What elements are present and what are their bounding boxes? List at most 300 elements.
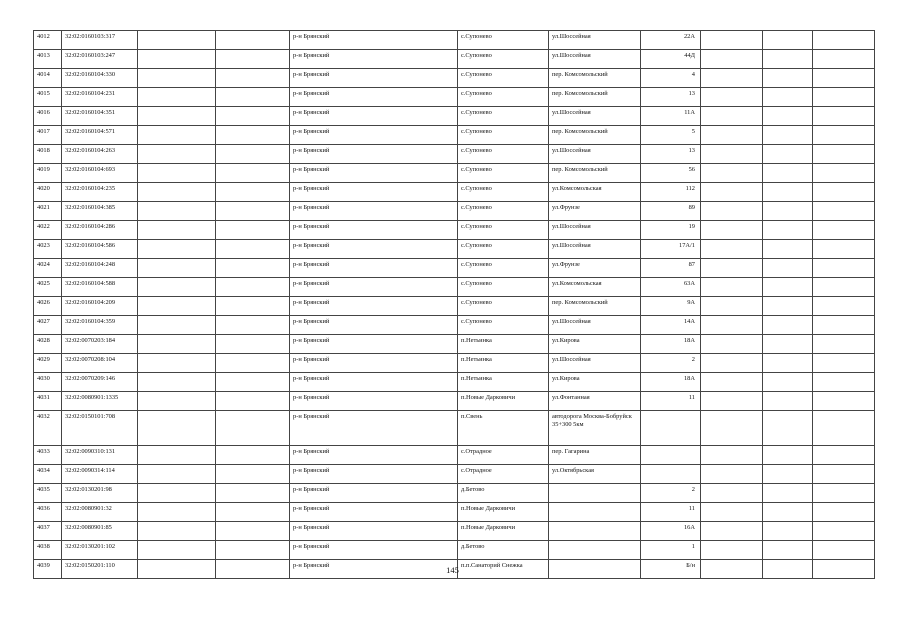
cadastral-number-cell: 32:02:0160104:351	[62, 107, 138, 126]
house-number-cell: 11	[641, 392, 701, 411]
empty-cell	[701, 50, 763, 69]
cadastral-number-cell: 32:02:0070203:184	[62, 335, 138, 354]
settlement-cell: п.Новые Дарковичи	[458, 392, 549, 411]
district-cell: р-н Брянский	[290, 31, 458, 50]
house-number-cell	[641, 411, 701, 446]
empty-cell	[813, 183, 875, 202]
empty-cell	[813, 278, 875, 297]
cadastral-number-cell: 32:02:0160104:359	[62, 316, 138, 335]
table-row	[34, 31, 875, 50]
street-cell: пер. Комсомольский	[549, 69, 641, 88]
empty-cell	[701, 316, 763, 335]
table-row	[34, 240, 875, 259]
empty-cell	[216, 164, 290, 183]
settlement-cell: с.Супонево	[458, 240, 549, 259]
empty-cell	[138, 31, 216, 50]
street-cell: ул.Комсомольская	[549, 183, 641, 202]
table-row	[34, 88, 875, 107]
empty-cell	[701, 484, 763, 503]
empty-cell	[763, 202, 813, 221]
table-row	[34, 354, 875, 373]
empty-cell	[701, 278, 763, 297]
empty-cell	[763, 240, 813, 259]
table-row	[34, 107, 875, 126]
empty-cell	[813, 446, 875, 465]
empty-cell	[763, 278, 813, 297]
cadastral-number-cell: 32:02:0090310:131	[62, 446, 138, 465]
street-cell: ул.Фонтанная	[549, 392, 641, 411]
empty-cell	[701, 392, 763, 411]
empty-cell	[138, 411, 216, 446]
row-number-cell: 4026	[34, 297, 62, 316]
settlement-cell: с.Супонево	[458, 278, 549, 297]
empty-cell	[701, 107, 763, 126]
empty-cell	[701, 297, 763, 316]
empty-cell	[763, 316, 813, 335]
empty-cell	[813, 392, 875, 411]
empty-cell	[813, 354, 875, 373]
settlement-cell: с.Супонево	[458, 107, 549, 126]
district-cell: р-н Брянский	[290, 335, 458, 354]
empty-cell	[813, 503, 875, 522]
house-number-cell: 1	[641, 541, 701, 560]
table-row	[34, 335, 875, 354]
street-cell	[549, 503, 641, 522]
cadastral-number-cell: 32:02:0160104:693	[62, 164, 138, 183]
empty-cell	[763, 541, 813, 560]
house-number-cell: 19	[641, 221, 701, 240]
empty-cell	[701, 221, 763, 240]
cadastral-number-cell: 32:02:0070209:146	[62, 373, 138, 392]
cadastral-number-cell: 32:02:0160103:247	[62, 50, 138, 69]
empty-cell	[763, 145, 813, 164]
settlement-cell: с.Супонево	[458, 221, 549, 240]
table-row	[34, 69, 875, 88]
street-cell: пер. Комсомольский	[549, 126, 641, 145]
house-number-cell	[641, 446, 701, 465]
table-row	[34, 164, 875, 183]
empty-cell	[138, 541, 216, 560]
cadastral-number-cell: 32:02:0080901:85	[62, 522, 138, 541]
empty-cell	[216, 465, 290, 484]
cadastral-number-cell: 32:02:0160104:586	[62, 240, 138, 259]
district-cell: р-н Брянский	[290, 202, 458, 221]
cadastral-number-cell: 32:02:0160104:286	[62, 221, 138, 240]
empty-cell	[813, 316, 875, 335]
street-cell	[549, 484, 641, 503]
empty-cell	[701, 31, 763, 50]
empty-cell	[138, 297, 216, 316]
empty-cell	[813, 126, 875, 145]
empty-cell	[701, 541, 763, 560]
district-cell: р-н Брянский	[290, 354, 458, 373]
row-number-cell: 4039	[34, 560, 62, 579]
empty-cell	[138, 278, 216, 297]
empty-cell	[763, 107, 813, 126]
district-cell: р-н Брянский	[290, 126, 458, 145]
empty-cell	[216, 541, 290, 560]
row-number-cell: 4015	[34, 88, 62, 107]
row-number-cell: 4023	[34, 240, 62, 259]
street-cell: ул.Шоссейная	[549, 31, 641, 50]
row-number-cell: 4022	[34, 221, 62, 240]
empty-cell	[138, 354, 216, 373]
row-number-cell: 4025	[34, 278, 62, 297]
district-cell: р-н Брянский	[290, 107, 458, 126]
empty-cell	[216, 240, 290, 259]
table-body	[34, 31, 875, 579]
settlement-cell: п.Нетьинка	[458, 335, 549, 354]
cadastral-number-cell: 32:02:0130201:98	[62, 484, 138, 503]
empty-cell	[813, 88, 875, 107]
empty-cell	[216, 354, 290, 373]
empty-cell	[763, 50, 813, 69]
row-number-cell: 4018	[34, 145, 62, 164]
settlement-cell: с.Супонево	[458, 145, 549, 164]
row-number-cell: 4030	[34, 373, 62, 392]
empty-cell	[138, 145, 216, 164]
row-number-cell: 4013	[34, 50, 62, 69]
settlement-cell: с.Супонево	[458, 297, 549, 316]
row-number-cell: 4035	[34, 484, 62, 503]
empty-cell	[216, 126, 290, 145]
empty-cell	[701, 240, 763, 259]
house-number-cell: 5	[641, 126, 701, 145]
empty-cell	[216, 297, 290, 316]
empty-cell	[763, 297, 813, 316]
house-number-cell: 63А	[641, 278, 701, 297]
district-cell: р-н Брянский	[290, 183, 458, 202]
house-number-cell: 112	[641, 183, 701, 202]
settlement-cell: с.Супонево	[458, 88, 549, 107]
empty-cell	[701, 411, 763, 446]
house-number-cell: 11А	[641, 107, 701, 126]
empty-cell	[138, 183, 216, 202]
empty-cell	[813, 240, 875, 259]
empty-cell	[701, 183, 763, 202]
settlement-cell: с.Супонево	[458, 126, 549, 145]
street-cell: ул.Комсомольская	[549, 278, 641, 297]
district-cell: р-н Брянский	[290, 69, 458, 88]
empty-cell	[813, 164, 875, 183]
empty-cell	[813, 465, 875, 484]
district-cell: р-н Брянский	[290, 522, 458, 541]
house-number-cell: 9А	[641, 297, 701, 316]
cadastral-number-cell: 32:02:0130201:102	[62, 541, 138, 560]
empty-cell	[138, 446, 216, 465]
empty-cell	[763, 164, 813, 183]
house-number-cell: 14А	[641, 316, 701, 335]
row-number-cell: 4037	[34, 522, 62, 541]
row-number-cell: 4019	[34, 164, 62, 183]
empty-cell	[763, 373, 813, 392]
empty-cell	[138, 522, 216, 541]
street-cell: автодорога Москва-Бобруйск 35+300 5км	[549, 411, 641, 446]
table-row	[34, 392, 875, 411]
house-number-cell: 89	[641, 202, 701, 221]
cadastral-number-cell: 32:02:0160104:571	[62, 126, 138, 145]
row-number-cell: 4014	[34, 69, 62, 88]
settlement-cell: с.Супонево	[458, 316, 549, 335]
empty-cell	[813, 335, 875, 354]
house-number-cell: 18А	[641, 373, 701, 392]
district-cell: р-н Брянский	[290, 297, 458, 316]
row-number-cell: 4020	[34, 183, 62, 202]
row-number-cell: 4033	[34, 446, 62, 465]
row-number-cell: 4017	[34, 126, 62, 145]
empty-cell	[138, 221, 216, 240]
empty-cell	[701, 69, 763, 88]
settlement-cell: с.Супонево	[458, 202, 549, 221]
district-cell: р-н Брянский	[290, 392, 458, 411]
empty-cell	[138, 503, 216, 522]
settlement-cell: п.Нетьинка	[458, 373, 549, 392]
district-cell: р-н Брянский	[290, 221, 458, 240]
table-row	[34, 484, 875, 503]
empty-cell	[216, 316, 290, 335]
empty-cell	[216, 145, 290, 164]
empty-cell	[701, 446, 763, 465]
house-number-cell: 44Д	[641, 50, 701, 69]
empty-cell	[138, 465, 216, 484]
empty-cell	[763, 465, 813, 484]
empty-cell	[216, 259, 290, 278]
street-cell: пер. Комсомольский	[549, 164, 641, 183]
district-cell: р-н Брянский	[290, 503, 458, 522]
house-number-cell: 4	[641, 69, 701, 88]
empty-cell	[216, 88, 290, 107]
empty-cell	[763, 126, 813, 145]
settlement-cell: д.Бетово	[458, 484, 549, 503]
row-number-cell: 4028	[34, 335, 62, 354]
property-register-table	[33, 30, 875, 579]
district-cell: р-н Брянский	[290, 278, 458, 297]
empty-cell	[216, 503, 290, 522]
empty-cell	[813, 484, 875, 503]
empty-cell	[138, 392, 216, 411]
empty-cell	[216, 202, 290, 221]
house-number-cell: 13	[641, 145, 701, 164]
table-row	[34, 145, 875, 164]
empty-cell	[763, 259, 813, 278]
empty-cell	[701, 126, 763, 145]
settlement-cell: с.Супонево	[458, 31, 549, 50]
empty-cell	[138, 373, 216, 392]
cadastral-number-cell: 32:02:0160104:385	[62, 202, 138, 221]
table-row	[34, 465, 875, 484]
cadastral-number-cell: 32:02:0150201:110	[62, 560, 138, 579]
empty-cell	[813, 297, 875, 316]
empty-cell	[216, 446, 290, 465]
empty-cell	[216, 31, 290, 50]
table-row	[34, 503, 875, 522]
cadastral-number-cell: 32:02:0160104:330	[62, 69, 138, 88]
empty-cell	[216, 484, 290, 503]
empty-cell	[813, 373, 875, 392]
empty-cell	[216, 50, 290, 69]
row-number-cell: 4016	[34, 107, 62, 126]
empty-cell	[216, 278, 290, 297]
cadastral-number-cell: 32:02:0160104:263	[62, 145, 138, 164]
empty-cell	[138, 240, 216, 259]
empty-cell	[138, 316, 216, 335]
table-row	[34, 126, 875, 145]
district-cell: р-н Брянский	[290, 50, 458, 69]
district-cell: р-н Брянский	[290, 484, 458, 503]
cadastral-number-cell: 32:02:0090314:114	[62, 465, 138, 484]
cadastral-number-cell: 32:02:0160104:248	[62, 259, 138, 278]
empty-cell	[701, 522, 763, 541]
empty-cell	[138, 335, 216, 354]
empty-cell	[763, 88, 813, 107]
street-cell	[549, 522, 641, 541]
empty-cell	[701, 164, 763, 183]
street-cell: ул.Октябрьская	[549, 465, 641, 484]
settlement-cell: с.Супонево	[458, 69, 549, 88]
empty-cell	[216, 411, 290, 446]
district-cell: р-н Брянский	[290, 88, 458, 107]
table-row	[34, 316, 875, 335]
empty-cell	[138, 107, 216, 126]
empty-cell	[701, 88, 763, 107]
settlement-cell: с.Супонево	[458, 183, 549, 202]
house-number-cell: 13	[641, 88, 701, 107]
empty-cell	[216, 522, 290, 541]
empty-cell	[763, 221, 813, 240]
street-cell: ул.Кирова	[549, 373, 641, 392]
street-cell: ул.Шоссейная	[549, 354, 641, 373]
empty-cell	[763, 69, 813, 88]
table-row	[34, 446, 875, 465]
empty-cell	[138, 259, 216, 278]
empty-cell	[763, 392, 813, 411]
cadastral-number-cell: 32:02:0160104:588	[62, 278, 138, 297]
row-number-cell: 4012	[34, 31, 62, 50]
empty-cell	[813, 221, 875, 240]
street-cell: пер. Гагарина	[549, 446, 641, 465]
house-number-cell	[641, 465, 701, 484]
street-cell: пер. Комсомольский	[549, 297, 641, 316]
empty-cell	[701, 373, 763, 392]
page-number: 145	[446, 565, 459, 575]
empty-cell	[763, 354, 813, 373]
cadastral-number-cell: 32:02:0160104:209	[62, 297, 138, 316]
street-cell	[549, 541, 641, 560]
cadastral-number-cell: 32:02:0160103:317	[62, 31, 138, 50]
district-cell: р-н Брянский	[290, 259, 458, 278]
empty-cell	[701, 335, 763, 354]
empty-cell	[216, 183, 290, 202]
district-cell: р-н Брянский	[290, 373, 458, 392]
district-cell: р-н Брянский	[290, 145, 458, 164]
empty-cell	[216, 373, 290, 392]
row-number-cell: 4034	[34, 465, 62, 484]
settlement-cell: с.Супонево	[458, 259, 549, 278]
settlement-cell: с.Супонево	[458, 50, 549, 69]
district-cell: р-н Брянский	[290, 446, 458, 465]
empty-cell	[813, 50, 875, 69]
street-cell: ул.Шоссейная	[549, 221, 641, 240]
settlement-cell: с.Отрадное	[458, 446, 549, 465]
district-cell: р-н Брянский	[290, 164, 458, 183]
empty-cell	[138, 126, 216, 145]
table-row	[34, 541, 875, 560]
street-cell: ул.Фрунзе	[549, 202, 641, 221]
empty-cell	[763, 31, 813, 50]
empty-cell	[813, 522, 875, 541]
cadastral-number-cell: 32:02:0080901:1335	[62, 392, 138, 411]
empty-cell	[138, 50, 216, 69]
empty-cell	[813, 202, 875, 221]
street-cell: ул.Шоссейная	[549, 50, 641, 69]
row-number-cell: 4024	[34, 259, 62, 278]
cadastral-number-cell: 32:02:0160104:231	[62, 88, 138, 107]
settlement-cell: п.Новые Дарковичи	[458, 503, 549, 522]
empty-cell	[813, 145, 875, 164]
empty-cell	[763, 335, 813, 354]
table-row	[34, 278, 875, 297]
empty-cell	[763, 484, 813, 503]
empty-cell	[813, 107, 875, 126]
empty-cell	[138, 484, 216, 503]
district-cell: р-н Брянский	[290, 541, 458, 560]
table-row	[34, 221, 875, 240]
house-number-cell: 22А	[641, 31, 701, 50]
table-row	[34, 183, 875, 202]
street-cell: ул.Шоссейная	[549, 316, 641, 335]
table-row	[34, 373, 875, 392]
house-number-cell: 11	[641, 503, 701, 522]
empty-cell	[216, 335, 290, 354]
house-number-cell: 87	[641, 259, 701, 278]
district-cell: р-н Брянский	[290, 465, 458, 484]
settlement-cell: п.Свень	[458, 411, 549, 446]
empty-cell	[813, 31, 875, 50]
table-row	[34, 297, 875, 316]
empty-cell	[701, 145, 763, 164]
settlement-cell: п.Нетьинка	[458, 354, 549, 373]
row-number-cell: 4021	[34, 202, 62, 221]
row-number-cell: 4027	[34, 316, 62, 335]
table-row	[34, 50, 875, 69]
empty-cell	[216, 392, 290, 411]
empty-cell	[701, 354, 763, 373]
empty-cell	[813, 541, 875, 560]
settlement-cell: п.Новые Дарковичи	[458, 522, 549, 541]
house-number-cell: 2	[641, 354, 701, 373]
table-row	[34, 202, 875, 221]
empty-cell	[701, 503, 763, 522]
row-number-cell: 4031	[34, 392, 62, 411]
empty-cell	[701, 202, 763, 221]
table-row	[34, 411, 875, 446]
house-number-cell: 56	[641, 164, 701, 183]
empty-cell	[763, 183, 813, 202]
empty-cell	[138, 164, 216, 183]
house-number-cell: 17А/1	[641, 240, 701, 259]
street-cell: ул.Шоссейная	[549, 107, 641, 126]
settlement-cell: с.Отрадное	[458, 465, 549, 484]
street-cell: ул.Шоссейная	[549, 240, 641, 259]
district-cell: р-н Брянский	[290, 240, 458, 259]
empty-cell	[216, 107, 290, 126]
cadastral-number-cell: 32:02:0150101:708	[62, 411, 138, 446]
empty-cell	[763, 503, 813, 522]
empty-cell	[813, 259, 875, 278]
row-number-cell: 4036	[34, 503, 62, 522]
empty-cell	[138, 88, 216, 107]
street-cell: ул.Шоссейная	[549, 145, 641, 164]
